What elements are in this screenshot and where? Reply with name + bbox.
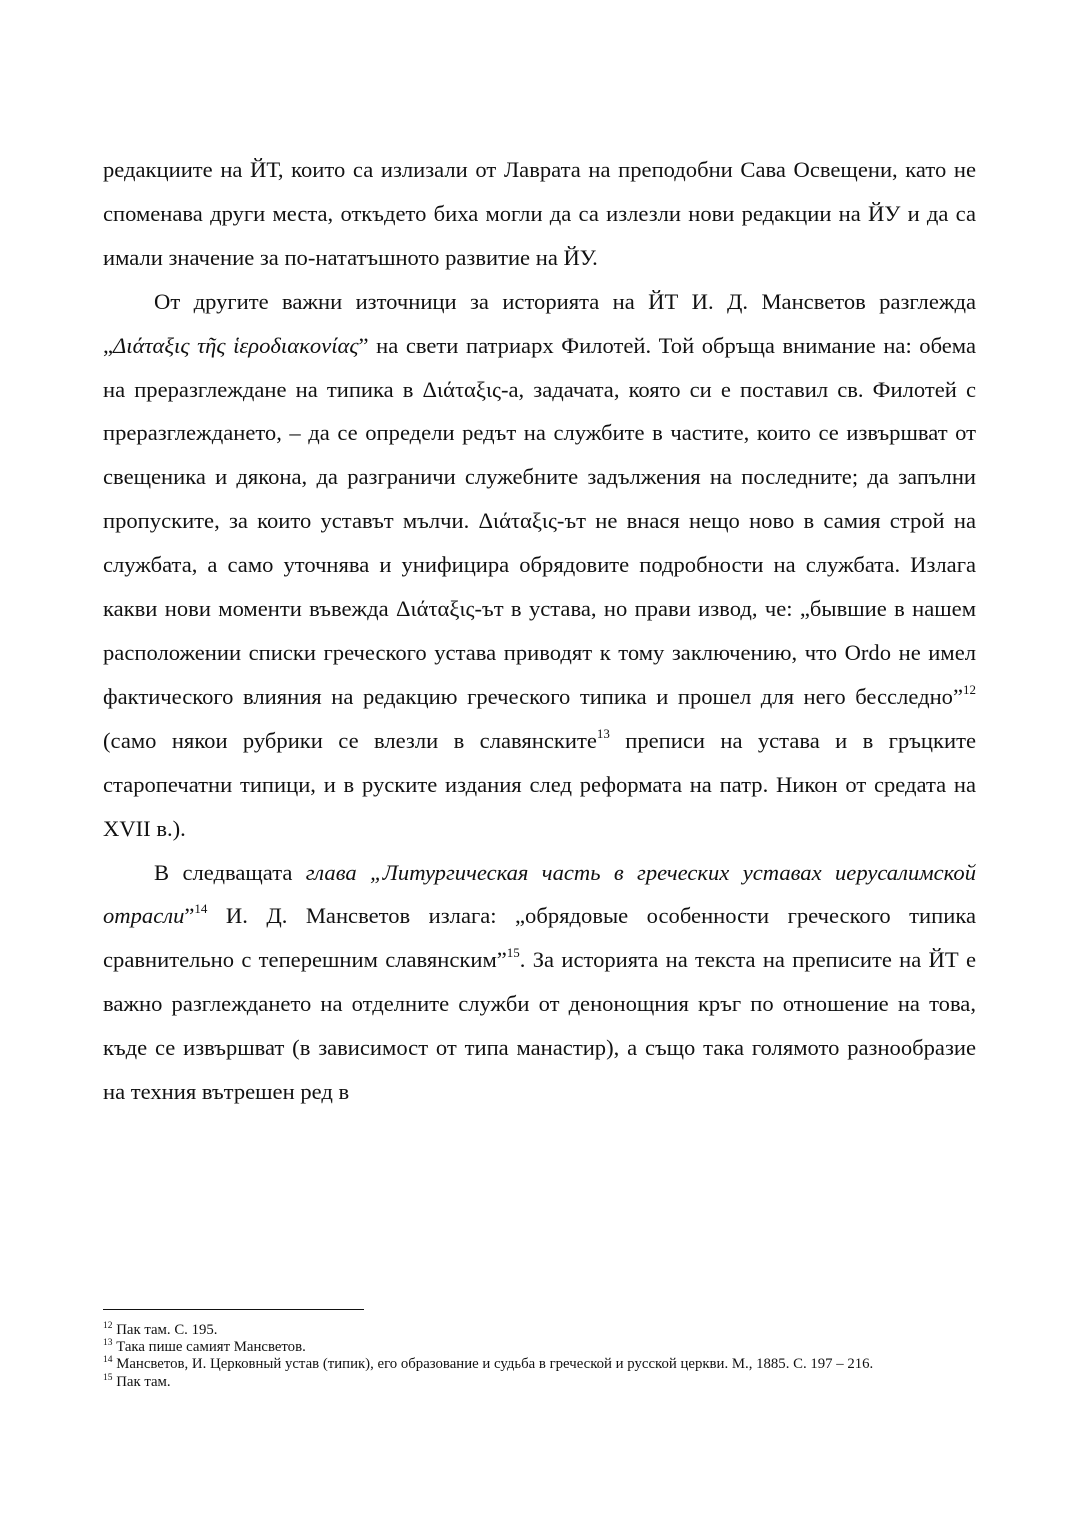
footnote-ref-12: 12: [963, 681, 976, 697]
paragraph-3-part-3: И. Д. Мансветов излага: „обрядовые особенности греческого типика сравнительно с теперешним славянским”: [103, 903, 976, 973]
paragraph-2-part-4: преписи на устава и в гръцките старопечатни типици, и в руските издания след реформата на патр. Никон от средата на XVII в.).: [103, 727, 976, 841]
footnote-ref-15: 15: [506, 945, 520, 961]
chapter-title: глава „Литургическая часть в греческих уставах иерусалимской отрасли: [103, 859, 976, 929]
paragraph-2-part-1: От другите важни източници за историята на ЙТ И. Д. Мансветов разглежда „: [103, 288, 976, 358]
footnote-text: Така пише самият Мансветов.: [112, 1339, 306, 1356]
paragraph-2: [103, 280, 976, 851]
greek-title: Διάταξις τῆς ἱεροδιακονίας: [113, 332, 359, 358]
paragraph-3-part-2: ”: [184, 903, 195, 929]
paragraph-1-text: редакциите на ЙТ, които са излизали от Лаврата на преподобни Сава Освещени, като не споменава други места, откъдето биха могли да са излезли нови редакции на ЙУ и да са имали значение за по-нататъшното развитие на ЙУ.: [103, 157, 976, 270]
paragraph-2-part-2: ” на свети патриарх Филотей. Той обръща внимание на: обема на преразглеждане на типика в Διάταξις-а, задачата, която си е поставил св. Филотей с преразглеждането, – да се определи редът на службите в частите, които се извършват от свещеника и дякона, да разграничи служебните задължения на последните; да запълни пропуските, за които уставът мълчи. Διάταξις-ът не внася нещо ново в самия строй на службата, а само уточнява и унифицира обрядовите подробности на службата. Излага какви нови моменти въвежда Διάταξις-ът в устава, но прави извод, че: „бывшие в нашем расположении списки греческого устава приводят к тому заключению, что Ordo не имел фактического влияния на редакцию греческого типика и прошел для него бесследно”: [103, 332, 977, 709]
paragraph-1: [103, 148, 976, 280]
paragraph-3: [103, 851, 976, 1114]
footnote-text: Мансветов, И. Церковный устав (типик), его образование и судьба в греческой и русской церкви. М., 1885. С. 197 – 216.: [112, 1356, 874, 1373]
footnote-text: Пак там. С. 195.: [112, 1322, 218, 1338]
footnote-number: 12: [103, 1321, 113, 1331]
footnote-text: Пак там.: [112, 1373, 171, 1390]
footnote: [103, 1339, 976, 1356]
footnotes: [103, 1322, 976, 1391]
paragraph-3-part-4: . За историята на текста на преписите на ЙТ е важно разглеждането на отделните служби от денонощния кръг по отношение на това, къде се извършват (в зависимост от типа манастир), а също така голямото разнообразие на техния вътрешен ред в: [103, 947, 976, 1105]
footnote: [103, 1322, 976, 1339]
body-text: [103, 148, 976, 1114]
footnote: [103, 1356, 976, 1373]
footnote-number: 13: [103, 1338, 113, 1349]
footnote: [103, 1374, 976, 1391]
paragraph-2-part-3: (само някои рубрики се влезли в славянските: [103, 727, 597, 753]
footnote-separator: [103, 1309, 364, 1310]
footnote-ref-13: 13: [596, 725, 610, 741]
paragraph-3-part-1: В следващата: [154, 859, 306, 885]
footnote-ref-14: 14: [194, 901, 208, 917]
footnote-number: 14: [103, 1355, 113, 1366]
footnote-number: 15: [103, 1372, 113, 1383]
